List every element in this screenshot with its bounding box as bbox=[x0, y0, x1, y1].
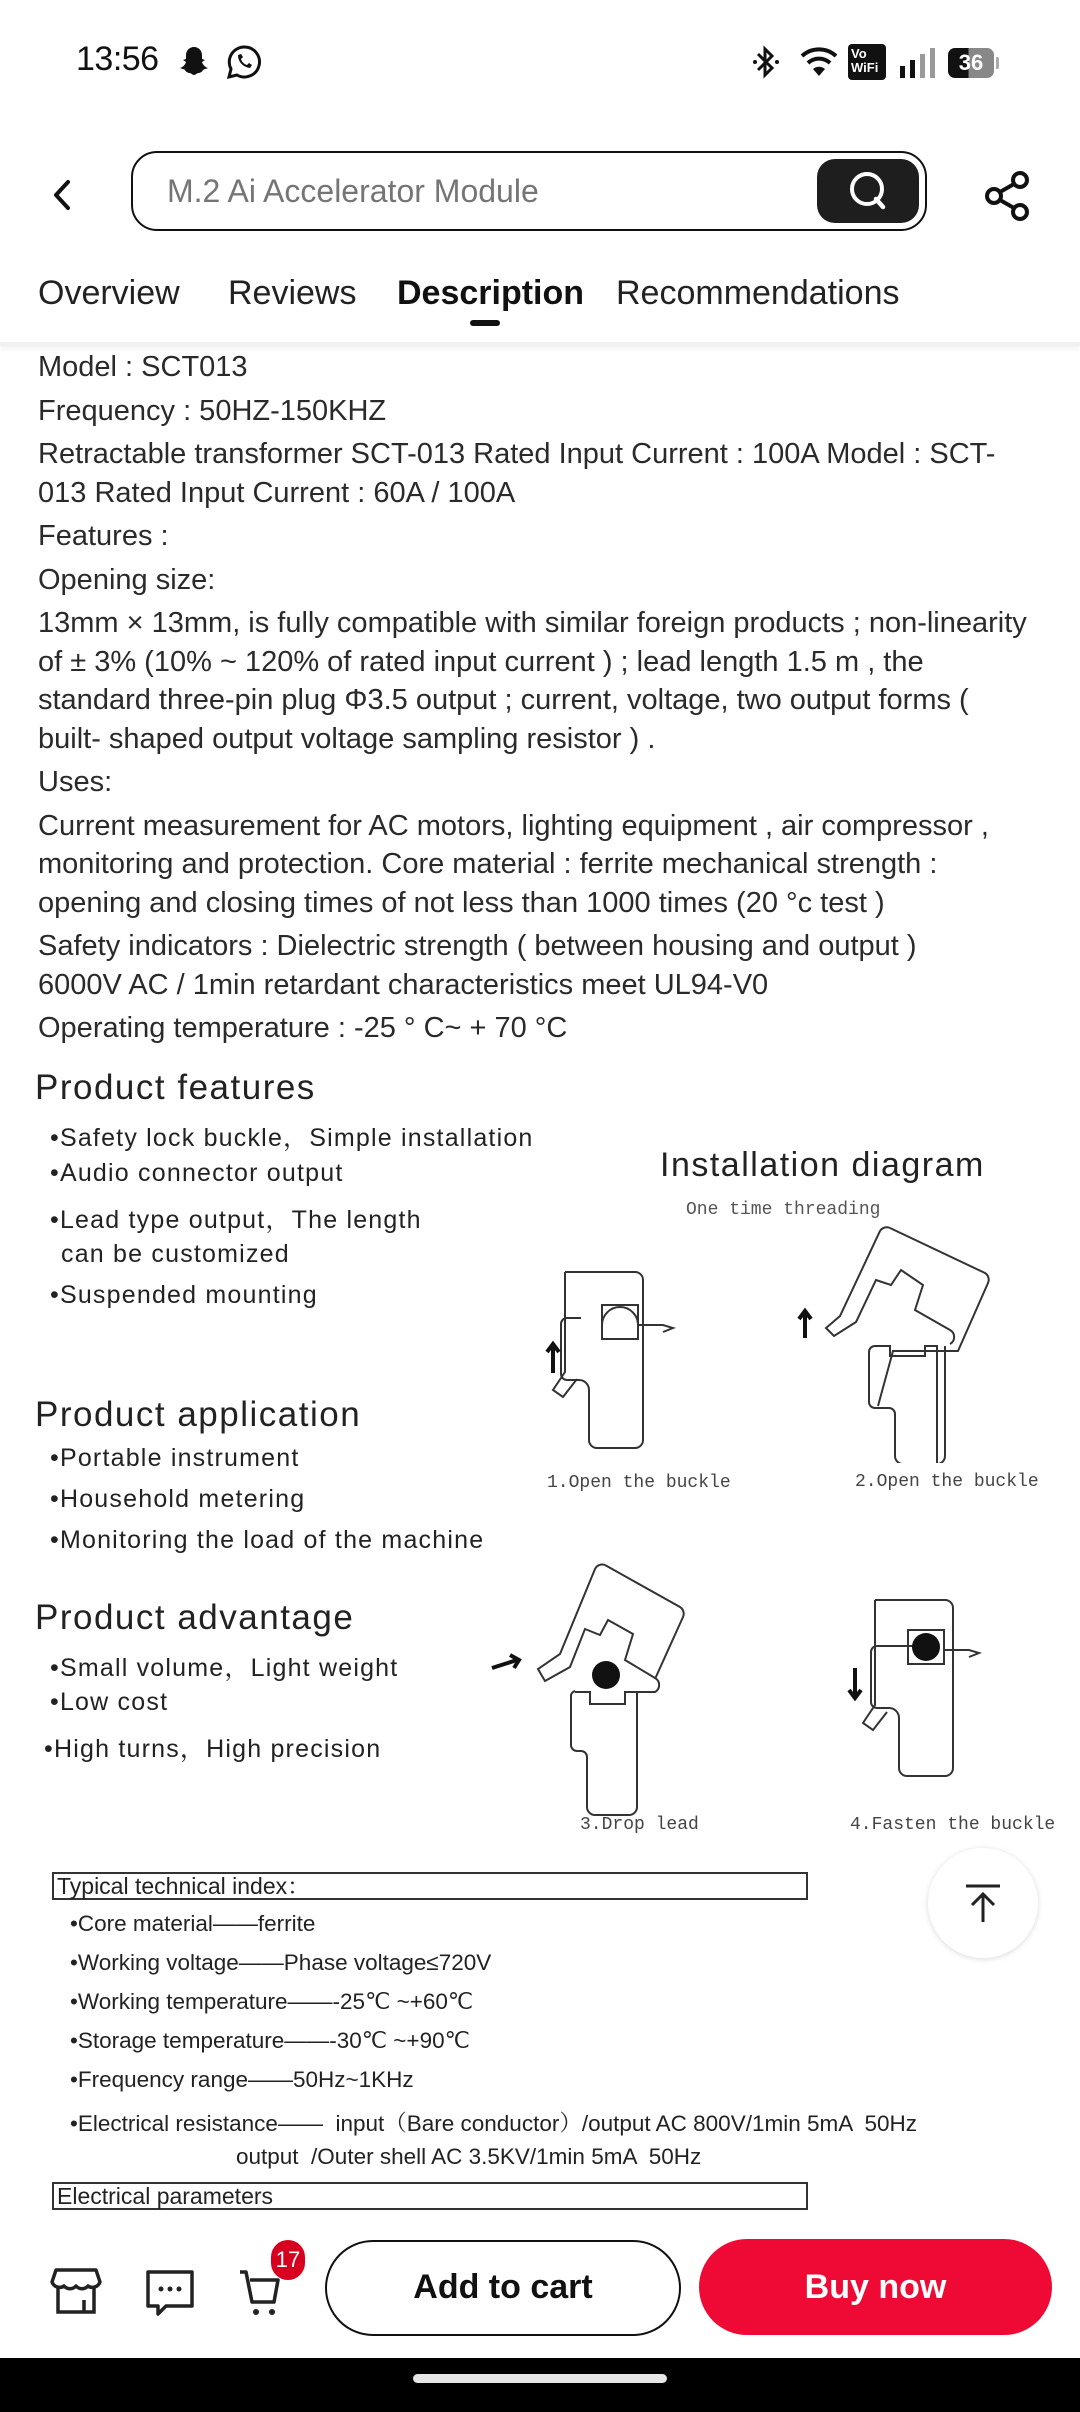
buy-now-button[interactable]: Buy now bbox=[699, 2239, 1052, 2335]
step-caption: 3.Drop lead bbox=[580, 1815, 699, 1835]
advantage-item: •Small volume，Light weight bbox=[50, 1654, 399, 1682]
features-title: Product features bbox=[35, 1068, 316, 1107]
tech-item: •Working temperature——-25℃ ~+60℃ bbox=[70, 1989, 474, 2014]
application-item: •Monitoring the load of the machine bbox=[50, 1526, 485, 1554]
search-input[interactable] bbox=[167, 153, 767, 229]
bluetooth-icon bbox=[752, 44, 780, 80]
installation-subtitle: One time threading bbox=[686, 1200, 881, 1220]
diagram-step-1 bbox=[540, 1260, 710, 1460]
tech-item-continuation: output /Outer shell AC 3.5KV/1min 5mA 50Hz bbox=[236, 2144, 702, 2169]
signal-icon bbox=[898, 48, 938, 78]
advantage-title: Product advantage bbox=[35, 1598, 355, 1637]
feature-item: can be customized bbox=[61, 1240, 290, 1268]
vowifi-label-top: Vo bbox=[851, 46, 867, 61]
search-icon bbox=[817, 159, 919, 223]
desc-paragraph: 13mm × 13mm, is fully compatible with similar foreign products ; non-linearity of ± 3% (10% ~ 120% of rated input current ) ; lead length 1.5 m , the standard three-pin plug Φ3.5 output ; current, voltage, two output forms ( built- shaped output voltage sampling resistor ) . bbox=[38, 607, 1027, 755]
search-button[interactable] bbox=[817, 159, 919, 223]
tab-overview[interactable]: Overview bbox=[38, 274, 180, 312]
description-text bbox=[38, 348, 1048, 1053]
status-time: 13:56 bbox=[76, 40, 159, 78]
feature-item: •Safety lock buckle，Simple installation bbox=[50, 1124, 534, 1152]
desc-paragraph: Features : bbox=[38, 520, 169, 552]
tech-item: •Storage temperature——-30℃ ~+90℃ bbox=[70, 2028, 470, 2053]
installation-title: Installation diagram bbox=[660, 1146, 985, 1184]
tech-item: •Core material——ferrite bbox=[70, 1911, 316, 1936]
application-title: Product application bbox=[35, 1395, 362, 1434]
desc-paragraph: Frequency : 50HZ-150KHZ bbox=[38, 394, 387, 427]
step-caption: 4.Fasten the buckle bbox=[850, 1815, 1056, 1835]
tech-item: •Frequency range——50Hz~1KHz bbox=[70, 2067, 414, 2092]
vowifi-icon bbox=[848, 44, 886, 80]
battery-level: 36 bbox=[948, 48, 994, 78]
feature-item: •Audio connector output bbox=[50, 1159, 344, 1187]
scroll-to-top-button[interactable] bbox=[928, 1848, 1038, 1958]
store-icon[interactable] bbox=[48, 2260, 104, 2320]
active-tab-indicator bbox=[470, 320, 500, 326]
desc-paragraph: Operating temperature : -25 ° C~ + 70 °C bbox=[38, 1012, 568, 1044]
application-item: •Household metering bbox=[50, 1485, 306, 1513]
desc-paragraph: Safety indicators : Dielectric strength ( between housing and output ) 6000V AC / 1min retardant characteristics meet UL94-V0 bbox=[38, 930, 917, 1001]
tab-bar bbox=[0, 262, 1080, 346]
feature-item: •Suspended mounting bbox=[50, 1281, 318, 1309]
home-gesture-handle[interactable] bbox=[413, 2374, 667, 2383]
desc-paragraph: Retractable transformer SCT-013 Rated Input Current : 100A Model : SCT-013 Rated Input Current : 60A / 100A bbox=[38, 438, 996, 509]
tech-index-title: Typical technical index： bbox=[52, 1872, 808, 1900]
wifi-icon bbox=[800, 46, 838, 78]
system-navigation-bar bbox=[0, 2358, 1080, 2412]
cart-count-badge: 17 bbox=[271, 2240, 305, 2280]
add-to-cart-button[interactable]: Add to cart bbox=[325, 2240, 681, 2336]
search-box[interactable] bbox=[131, 151, 927, 231]
status-bar bbox=[0, 0, 1080, 130]
application-item: •Portable instrument bbox=[50, 1444, 300, 1472]
desc-paragraph: Model : SCT013 bbox=[38, 351, 248, 383]
advantage-item: •Low cost bbox=[50, 1688, 169, 1716]
step-caption: 2.Open the buckle bbox=[855, 1472, 1039, 1492]
chevron-left-icon[interactable] bbox=[40, 170, 84, 220]
tab-description[interactable]: Description bbox=[397, 274, 585, 312]
whatsapp-icon bbox=[226, 44, 262, 80]
tech-item: •Electrical resistance—— input（Bare conductor）/output AC 800V/1min 5mA 50Hz bbox=[70, 2111, 918, 2136]
tech-item: •Working voltage——Phase voltage≤720V bbox=[70, 1950, 492, 1975]
diagram-step-2 bbox=[790, 1218, 1010, 1463]
battery-icon bbox=[948, 48, 1000, 78]
vowifi-label-bottom: WiFi bbox=[851, 60, 879, 75]
diagram-step-4 bbox=[835, 1590, 1015, 1790]
feature-item: •Lead type output，The length bbox=[50, 1206, 422, 1234]
advantage-item: •High turns，High precision bbox=[44, 1735, 382, 1763]
electrical-params-title: Electrical parameters bbox=[52, 2182, 808, 2210]
chat-icon[interactable] bbox=[142, 2260, 198, 2320]
desc-paragraph: Opening size: bbox=[38, 563, 216, 596]
product-description-image bbox=[0, 1060, 1080, 2230]
share-icon[interactable] bbox=[980, 168, 1036, 224]
tab-recommendations[interactable]: Recommendations bbox=[616, 274, 900, 312]
header bbox=[0, 140, 1080, 250]
tab-reviews[interactable]: Reviews bbox=[228, 274, 357, 312]
desc-paragraph: Uses: bbox=[38, 766, 113, 798]
desc-paragraph: Current measurement for AC motors, lighting equipment , air compressor , monitoring and protection. Core material : ferrite mechanical strength : opening and closing times of not less than 1000 times (20 °c test ) bbox=[38, 809, 989, 919]
step-caption: 1.Open the buckle bbox=[547, 1473, 731, 1493]
diagram-step-3 bbox=[490, 1550, 710, 1850]
bottom-action-bar bbox=[0, 2230, 1080, 2360]
arrow-to-top-icon bbox=[928, 1848, 1038, 1958]
snapchat-icon bbox=[178, 45, 210, 79]
